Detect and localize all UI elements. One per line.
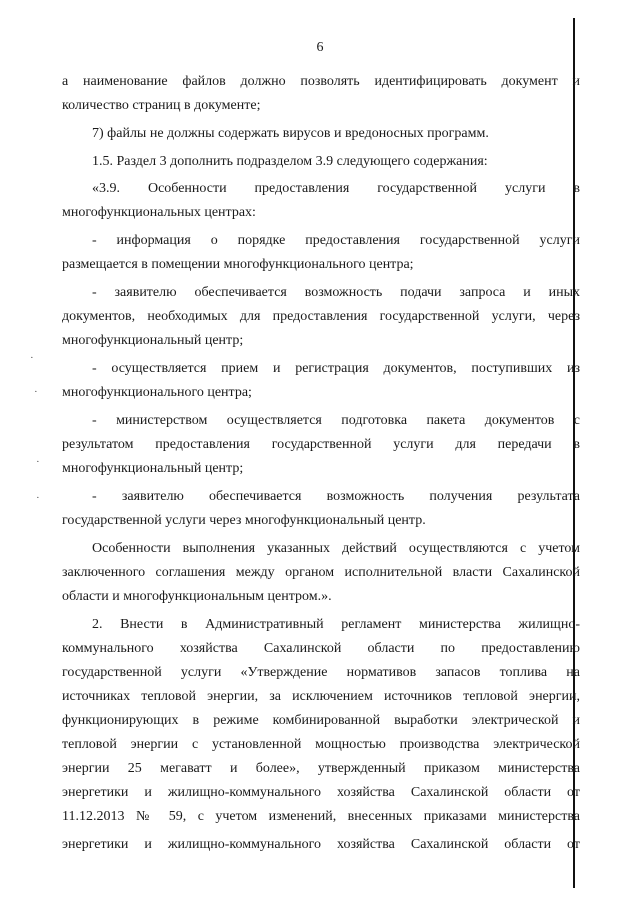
text-line: многофункциональный центр; — [62, 461, 244, 476]
text-line: энергии 25 мегаватт и более», утвержденный приказом министерства — [62, 761, 580, 776]
text-line: 1.5. Раздел 3 дополнить подразделом 3.9 следующего содержания: — [92, 154, 488, 169]
text-line: документов, необходимых для предоставления государственной услуги, через — [62, 309, 580, 324]
scan-speck: · — [30, 352, 34, 364]
text-line: источниках тепловой энергии, за исключением источников тепловой энергии, — [62, 689, 580, 704]
text-line: многофункциональный центр; — [62, 333, 244, 348]
text-line: - заявителю обеспечивается возможность получения результата — [92, 489, 580, 504]
scan-speck: · — [36, 492, 40, 504]
text-line: результатом предоставления государственной услуги для передачи в — [62, 437, 580, 452]
text-line: количество страниц в документе; — [62, 98, 261, 113]
text-line: коммунального хозяйства Сахалинской области по предоставлению — [62, 641, 580, 656]
text-line: - заявителю обеспечивается возможность подачи запроса и иных — [92, 285, 580, 300]
page-number: 6 — [316, 40, 324, 55]
text-line: государственной услуги «Утверждение нормативов запасов топлива на — [62, 665, 580, 680]
text-line: 11.12.2013 № 59, с учетом изменений, внесенных приказами министерства — [62, 809, 580, 824]
scan-speck: · — [34, 386, 38, 398]
text-line: энергетики и жилищно-коммунального хозяйства Сахалинской области от — [62, 837, 580, 852]
text-line: многофункционального центра; — [62, 385, 252, 400]
scan-speck: · — [36, 456, 40, 468]
text-line: 7) файлы не должны содержать вирусов и вредоносных программ. — [92, 126, 489, 141]
text-line: государственной услуги через многофункциональный центр. — [62, 513, 426, 528]
text-line: - информация о порядке предоставления государственной услуги — [92, 233, 580, 248]
text-line: - осуществляется прием и регистрация документов, поступивших из — [92, 361, 580, 376]
text-line: многофункциональных центрах: — [62, 205, 256, 220]
text-line: размещается в помещении многофункционального центра; — [62, 257, 414, 272]
text-line: заключенного соглашения между органом исполнительной власти Сахалинской — [62, 565, 580, 580]
text-line: энергетики и жилищно-коммунального хозяйства Сахалинской области от — [62, 785, 580, 800]
text-line: области и многофункциональным центром.». — [62, 589, 332, 604]
text-line: Особенности выполнения указанных действий осуществляются с учетом — [92, 541, 580, 556]
text-line: 2. Внести в Административный регламент министерства жилищно- — [92, 617, 580, 632]
text-line: «3.9. Особенности предоставления государственной услуги в — [92, 181, 580, 196]
text-line: - министерством осуществляется подготовка пакета документов с — [92, 413, 580, 428]
text-line: функционирующих в режиме комбинированной выработки электрической и — [62, 713, 580, 728]
text-line: а наименование файлов должно позволять идентифицировать документ и — [62, 74, 580, 89]
text-line: тепловой энергии с установленной мощностью производства электрической — [62, 737, 580, 752]
